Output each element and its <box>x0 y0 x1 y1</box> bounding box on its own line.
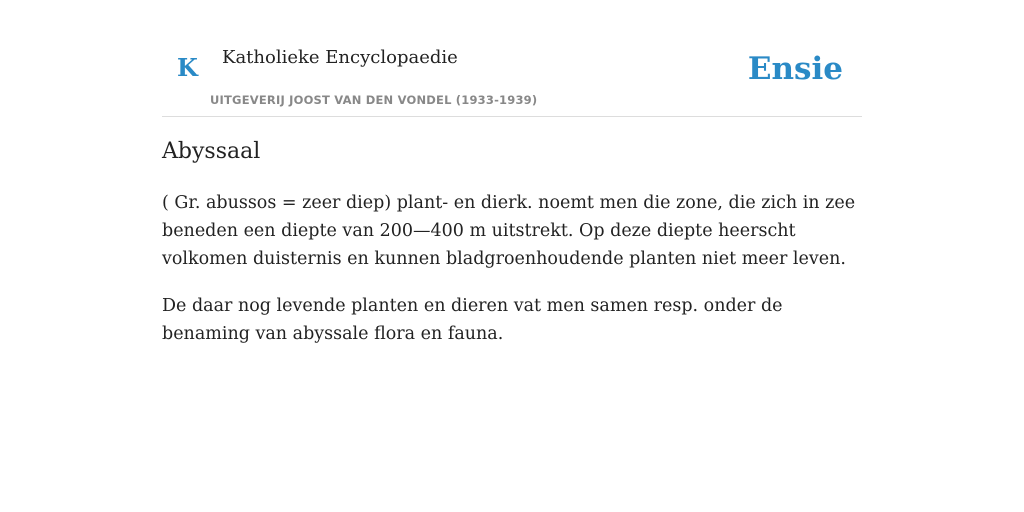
article-paragraph: ( Gr. abussos = zeer diep) plant- en dierk. noemt men die zone, die zich in zee beneden een diepte van 200—400 m uitstrekt. Op deze diepte heerscht volkomen duisternis en kunnen bladgroenhoudende planten niet meer leven. <box>162 192 856 269</box>
site-title-link[interactable]: Katholieke Encyclopaedie <box>222 47 458 68</box>
article-title: Abyssaal <box>162 139 261 164</box>
article <box>162 138 862 367</box>
publisher-subtitle: UITGEVERIJ JOOST VAN DEN VONDEL (1933-1939) <box>210 93 538 107</box>
article-paragraph: De daar nog levende planten en dieren vat men samen resp. onder de benaming van abyssale flora en fauna. <box>162 295 783 344</box>
encyclopedia-logo[interactable]: K <box>177 53 198 82</box>
ensie-brand-logo[interactable]: Ensie <box>747 51 843 87</box>
site-header <box>162 30 862 117</box>
